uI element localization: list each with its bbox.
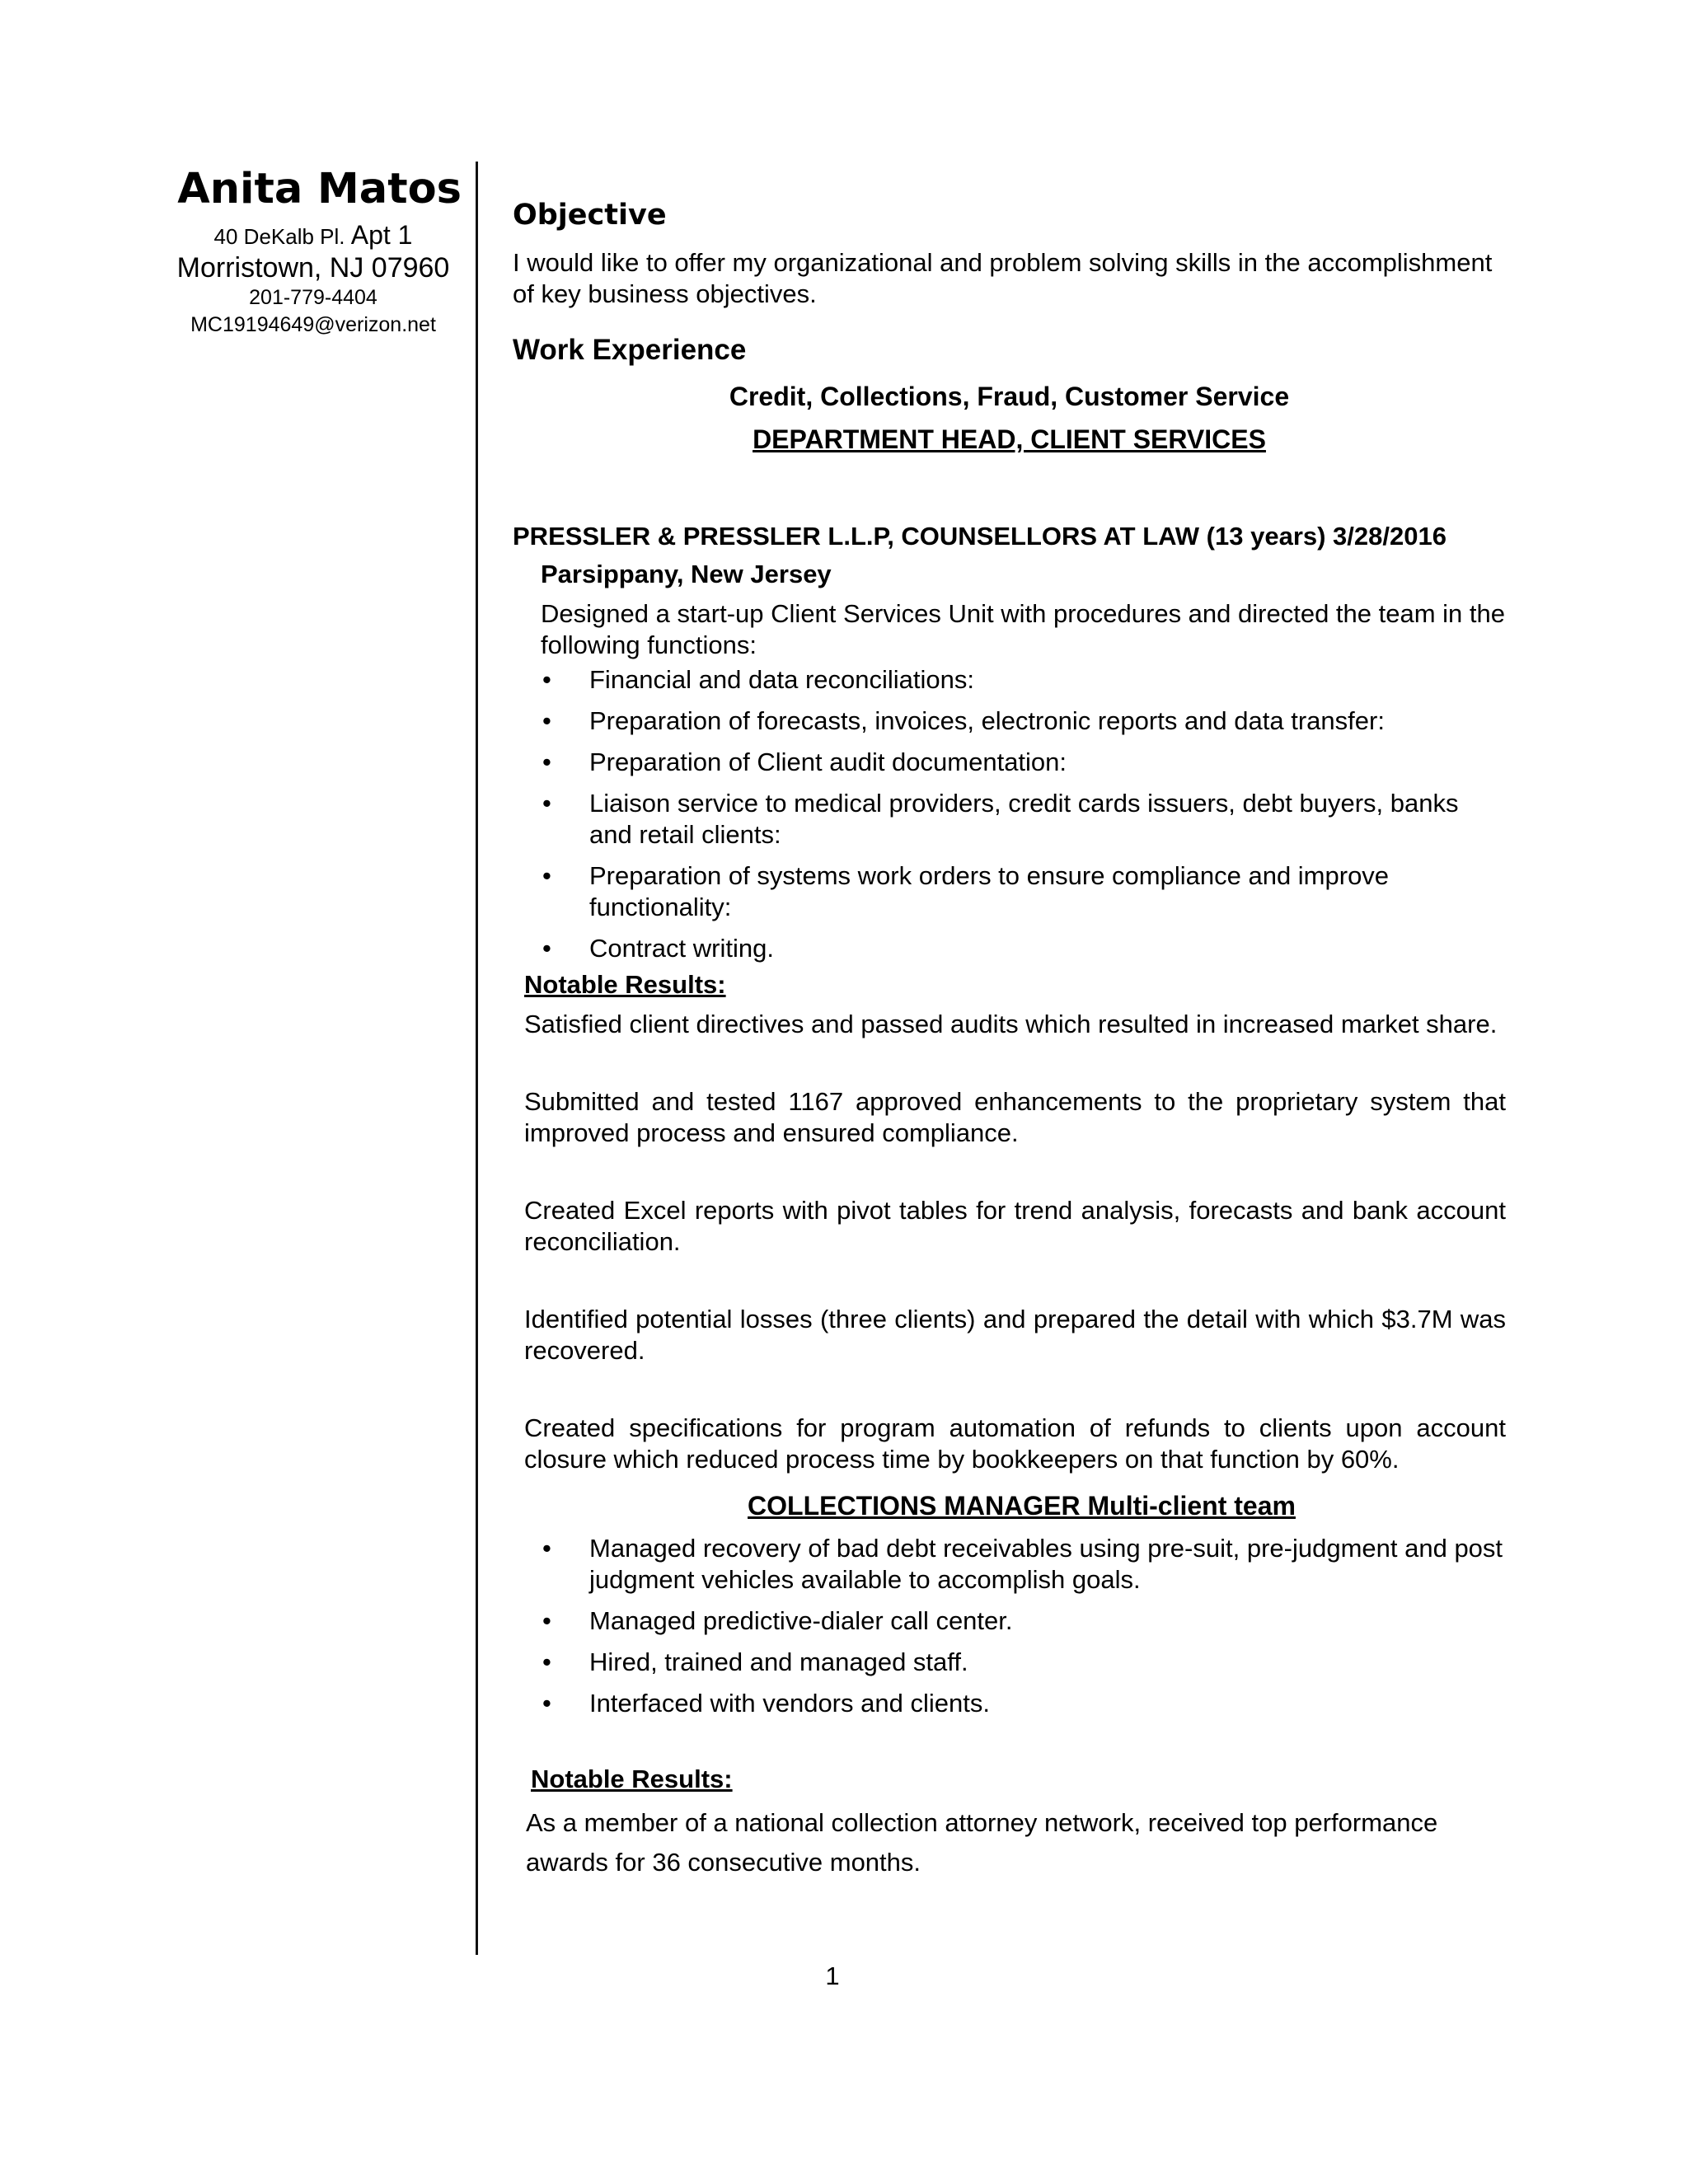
list-item	[541, 1533, 1506, 1596]
list-item-text: Interfaced with vendors and clients.	[589, 1689, 990, 1718]
employer-line: PRESSLER & PRESSLER L.L.P, COUNSELLORS AT LAW (13 years) 3/28/2016	[513, 522, 1447, 551]
list-item-text: Contract writing.	[589, 934, 774, 963]
role-description: Designed a start-up Client Services Unit with procedures and directed the team in the following functions:	[541, 599, 1505, 659]
list-item-text: Managed predictive-dialer call center.	[589, 1606, 1013, 1635]
street-address	[165, 220, 462, 251]
functions-list	[513, 664, 1506, 964]
bullet-icon: •	[542, 789, 551, 818]
skills-summary: Credit, Collections, Fraud, Customer Service	[729, 382, 1290, 411]
list-item	[541, 860, 1506, 923]
list-item-text: Preparation of Client audit documentation:	[589, 748, 1067, 776]
list-item	[541, 933, 1506, 964]
bullet-icon: •	[542, 1689, 551, 1718]
notable-results-heading-2: Notable Results:	[531, 1765, 733, 1793]
list-item-text: Hired, trained and managed staff.	[589, 1647, 968, 1676]
result-item: Satisfied client directives and passed audits which resulted in increased market share.	[524, 1010, 1498, 1038]
bullet-icon: •	[542, 748, 551, 776]
bullet-icon: •	[542, 1647, 551, 1676]
result-item: Identified potential losses (three clients) and prepared the detail with which $3.7M was recovered.	[524, 1305, 1506, 1365]
bullet-icon: •	[542, 706, 551, 735]
result-item: Created Excel reports with pivot tables for trend analysis, forecasts and bank account reconciliation.	[524, 1196, 1506, 1256]
list-item	[541, 747, 1506, 778]
list-item-text: Preparation of systems work orders to ensure compliance and improve functionality:	[589, 861, 1390, 921]
work-experience-heading: Work Experience	[513, 334, 747, 366]
list-item-text: Managed recovery of bad debt receivables using pre-suit, pre-judgment and post judgment vehicles available to accomplish goals.	[589, 1534, 1503, 1594]
list-item	[541, 1688, 1506, 1719]
job-title: DEPARTMENT HEAD, CLIENT SERVICES	[753, 424, 1266, 454]
list-item-text: Liaison service to medical providers, credit cards issuers, debt buyers, banks and retail clients:	[589, 789, 1459, 849]
collections-manager-title: COLLECTIONS MANAGER Multi-client team	[748, 1491, 1296, 1521]
contact-sidebar	[165, 165, 462, 339]
objective-text: I would like to offer my organizational and problem solving skills in the accomplishment of key business objectives.	[513, 248, 1493, 308]
result-item: Submitted and tested 1167 approved enhancements to the proprietary system that improved process and ensured compliance.	[524, 1087, 1506, 1147]
list-item	[541, 1647, 1506, 1678]
list-item	[541, 664, 1506, 696]
apartment-number: Apt 1	[350, 220, 413, 250]
bullet-icon: •	[542, 665, 551, 694]
resume-main-column	[513, 190, 1506, 1882]
list-item	[541, 1605, 1506, 1637]
bullet-icon: •	[542, 1606, 551, 1635]
employer-location: Parsippany, New Jersey	[541, 560, 832, 588]
award-text: As a member of a national collection attorney network, received top performance awards for 36 consecutive months.	[526, 1808, 1438, 1877]
bullet-icon: •	[542, 1534, 551, 1563]
page-number: 1	[825, 1961, 840, 1990]
bullet-icon: •	[542, 934, 551, 963]
list-item-text: Financial and data reconciliations:	[589, 665, 974, 694]
vertical-divider	[476, 162, 478, 1955]
email-address: MC19194649@verizon.net	[190, 313, 436, 336]
notable-results-heading: Notable Results:	[524, 970, 726, 999]
city-state-zip: Morristown, NJ 07960	[176, 252, 450, 284]
objective-heading: Objective	[513, 199, 667, 232]
street-address-line: 40 DeKalb Pl.	[213, 224, 351, 249]
list-item	[541, 705, 1506, 737]
bullet-icon: •	[542, 861, 551, 890]
list-item	[541, 788, 1506, 851]
list-item-text: Preparation of forecasts, invoices, electronic reports and data transfer:	[589, 706, 1385, 735]
result-item: Created specifications for program automation of refunds to clients upon account closure which reduced process time by bookkeepers on that function by 60%.	[524, 1413, 1506, 1474]
candidate-name: Anita Matos	[177, 165, 462, 213]
phone-number: 201-779-4404	[249, 286, 377, 309]
collections-duties-list	[513, 1533, 1506, 1719]
